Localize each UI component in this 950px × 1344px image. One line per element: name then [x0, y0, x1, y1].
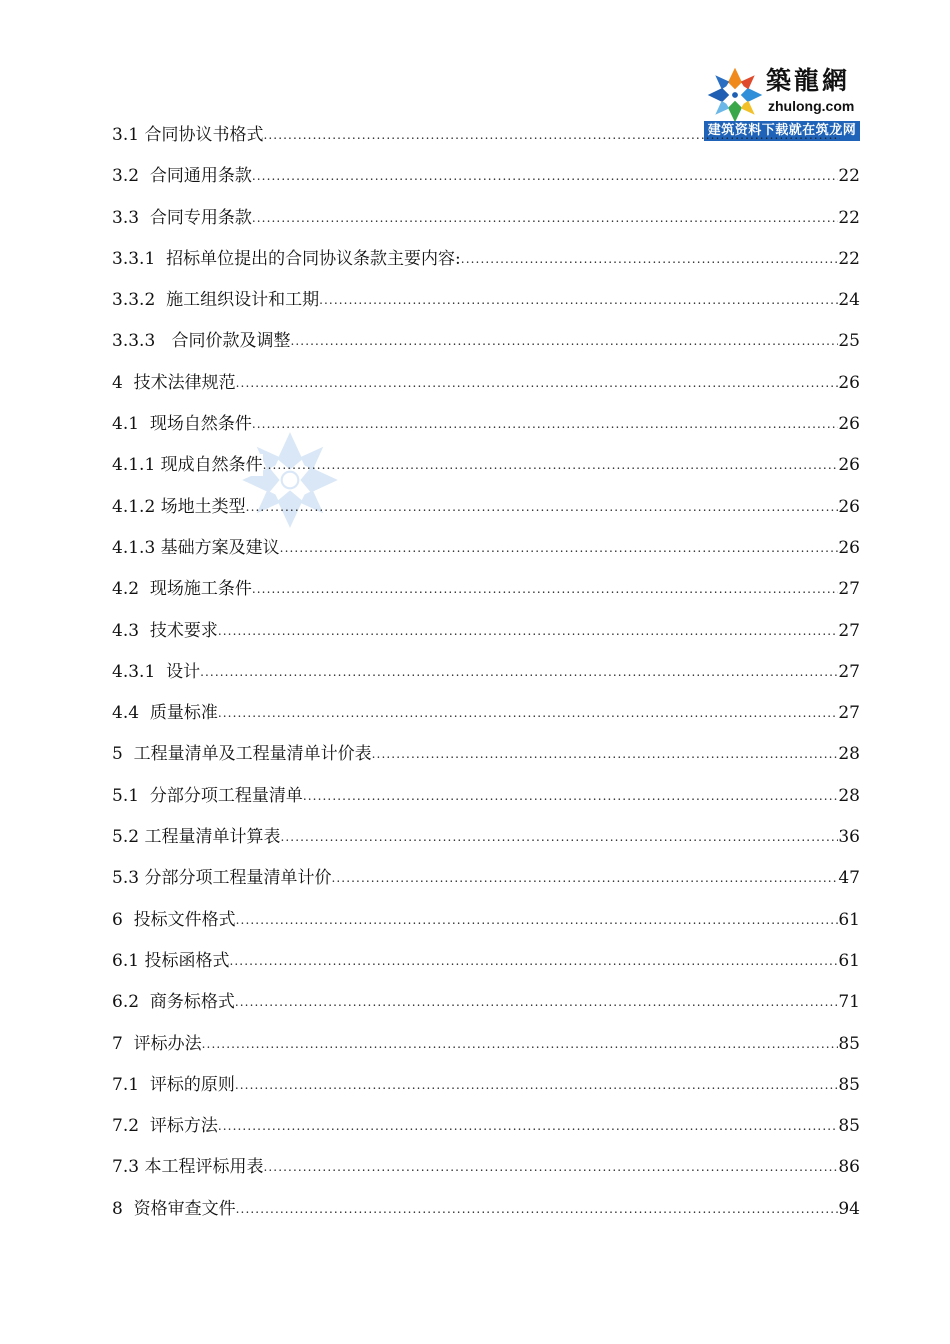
toc-entry-page-number: 61	[838, 909, 860, 930]
toc-entry[interactable]	[112, 165, 860, 206]
toc-entry[interactable]	[112, 124, 860, 165]
toc-dot-leader	[218, 620, 839, 642]
toc-entry[interactable]	[112, 454, 860, 495]
toc-entry[interactable]	[112, 702, 860, 743]
toc-entry-title: 4.1 现场自然条件	[112, 414, 252, 435]
toc-entry-title: 5.2 工程量清单计算表	[112, 827, 281, 848]
toc-dot-leader	[236, 1198, 839, 1220]
toc-dot-leader	[372, 743, 839, 765]
toc-dot-leader	[331, 867, 838, 889]
toc-dot-leader	[290, 330, 838, 352]
toc-entry-page-number: 61	[838, 950, 860, 971]
toc-entry-page-number: 26	[838, 496, 860, 517]
toc-dot-leader	[235, 1074, 839, 1096]
zhulong-emblem-icon	[706, 66, 764, 124]
toc-entry[interactable]	[112, 867, 860, 908]
toc-dot-leader	[461, 248, 839, 270]
toc-entry[interactable]	[112, 909, 860, 950]
toc-dot-leader	[303, 785, 839, 807]
toc-entry-title: 4.2 现场施工条件	[112, 579, 252, 600]
toc-entry[interactable]	[112, 1115, 860, 1156]
logo-domain: zhulong.com	[768, 98, 855, 114]
toc-dot-leader	[218, 702, 839, 724]
toc-entry[interactable]	[112, 1033, 860, 1074]
toc-entry-page-number: 47	[838, 868, 860, 889]
toc-entry-page-number: 27	[838, 620, 860, 641]
toc-entry[interactable]	[112, 578, 860, 619]
toc-entry-title: 4.3.1 设计	[112, 661, 201, 682]
toc-entry-page-number: 24	[838, 290, 860, 311]
table-of-contents	[112, 124, 860, 1239]
toc-dot-leader	[200, 661, 838, 683]
toc-entry-page-number: 85	[838, 1074, 860, 1095]
toc-entry-title: 4.4 质量标准	[112, 703, 218, 724]
toc-entry-title: 6.1 投标函格式	[112, 950, 230, 971]
toc-dot-leader	[246, 496, 839, 518]
toc-dot-leader	[218, 1115, 839, 1137]
toc-dot-leader	[319, 289, 838, 311]
toc-entry-title: 7.3 本工程评标用表	[112, 1157, 264, 1178]
toc-entry-title: 5 工程量清单及工程量清单计价表	[112, 744, 372, 765]
toc-entry[interactable]	[112, 537, 860, 578]
toc-entry-page-number: 26	[838, 414, 860, 435]
toc-entry[interactable]	[112, 826, 860, 867]
toc-entry-page-number: 28	[838, 744, 860, 765]
toc-dot-leader	[229, 950, 838, 972]
toc-entry-title: 8 资格审查文件	[112, 1198, 236, 1219]
toc-entry[interactable]	[112, 950, 860, 991]
toc-dot-leader	[252, 207, 839, 229]
toc-entry-page-number: 85	[838, 1033, 860, 1054]
toc-entry-title: 5.1 分部分项工程量清单	[112, 785, 303, 806]
toc-entry-title: 7 评标办法	[112, 1033, 202, 1054]
toc-dot-leader	[202, 1033, 839, 1055]
toc-entry-page-number: 22	[838, 248, 860, 269]
toc-entry[interactable]	[112, 207, 860, 248]
logo-chinese-name: 築龍網	[766, 66, 851, 95]
toc-dot-leader	[235, 991, 839, 1013]
toc-dot-leader	[280, 826, 838, 848]
toc-entry[interactable]	[112, 991, 860, 1032]
toc-entry-page-number: 26	[838, 537, 860, 558]
toc-dot-leader	[263, 1156, 838, 1178]
toc-entry[interactable]	[112, 661, 860, 702]
toc-entry-title: 3.3.1 招标单位提出的合同协议条款主要内容:	[112, 248, 461, 269]
toc-dot-leader	[280, 537, 839, 559]
toc-entry-page-number: 36	[838, 827, 860, 848]
toc-entry[interactable]	[112, 743, 860, 784]
toc-entry[interactable]	[112, 1198, 860, 1239]
toc-entry[interactable]	[112, 620, 860, 661]
toc-entry[interactable]	[112, 289, 860, 330]
toc-entry-page-number: 25	[838, 331, 860, 352]
toc-entry-page-number: 71	[838, 992, 860, 1013]
toc-entry-title: 5.3 分部分项工程量清单计价	[112, 868, 332, 889]
toc-entry-title: 6.2 商务标格式	[112, 992, 235, 1013]
toc-entry-page-number: 27	[838, 579, 860, 600]
toc-entry[interactable]	[112, 413, 860, 454]
toc-entry-title: 7.2 评标方法	[112, 1116, 218, 1137]
toc-entry-title: 3.2 合同通用条款	[112, 166, 252, 187]
toc-entry-title: 3.3.2 施工组织设计和工期	[112, 290, 320, 311]
logo-tagline: 建筑资料下载就在筑龙网	[704, 121, 860, 141]
toc-entry[interactable]	[112, 1074, 860, 1115]
toc-entry-title: 3.3.3 合同价款及调整	[112, 331, 291, 352]
toc-entry-page-number: 27	[838, 703, 860, 724]
toc-entry-title: 4.1.2 场地土类型	[112, 496, 246, 517]
toc-entry[interactable]	[112, 248, 860, 289]
toc-entry[interactable]	[112, 372, 860, 413]
toc-entry-title: 3.3 合同专用条款	[112, 207, 252, 228]
toc-entry-title: 7.1 评标的原则	[112, 1074, 235, 1095]
toc-dot-leader	[236, 372, 839, 394]
toc-dot-leader	[263, 124, 840, 146]
toc-entry-page-number: 26	[838, 455, 860, 476]
toc-entry-page-number: 94	[838, 1198, 860, 1219]
toc-entry-page-number: 22	[838, 207, 860, 228]
toc-entry-title: 4 技术法律规范	[112, 372, 236, 393]
toc-entry-title: 6 投标文件格式	[112, 909, 236, 930]
toc-entry-title: 4.3 技术要求	[112, 620, 218, 641]
toc-entry-page-number: 26	[838, 372, 860, 393]
toc-dot-leader	[252, 413, 839, 435]
toc-entry-page-number: 27	[838, 661, 860, 682]
toc-dot-leader	[252, 165, 839, 187]
toc-entry-title: 4.1.1 现成自然条件	[112, 455, 263, 476]
toc-entry-page-number: 22	[838, 166, 860, 187]
toc-entry-title: 3.1 合同协议书格式	[112, 125, 264, 145]
toc-entry-page-number: 86	[838, 1157, 860, 1178]
toc-dot-leader	[236, 909, 839, 931]
toc-entry[interactable]	[112, 330, 860, 371]
toc-dot-leader	[263, 454, 839, 476]
toc-dot-leader	[252, 578, 839, 600]
toc-entry-title: 4.1.3 基础方案及建议	[112, 537, 280, 558]
logo-top-panel	[704, 64, 860, 121]
toc-entry[interactable]	[112, 1156, 860, 1197]
toc-entry-page-number: 85	[838, 1116, 860, 1137]
toc-entry[interactable]	[112, 496, 860, 537]
toc-entry[interactable]	[112, 785, 860, 826]
toc-entry-page-number: 28	[838, 785, 860, 806]
